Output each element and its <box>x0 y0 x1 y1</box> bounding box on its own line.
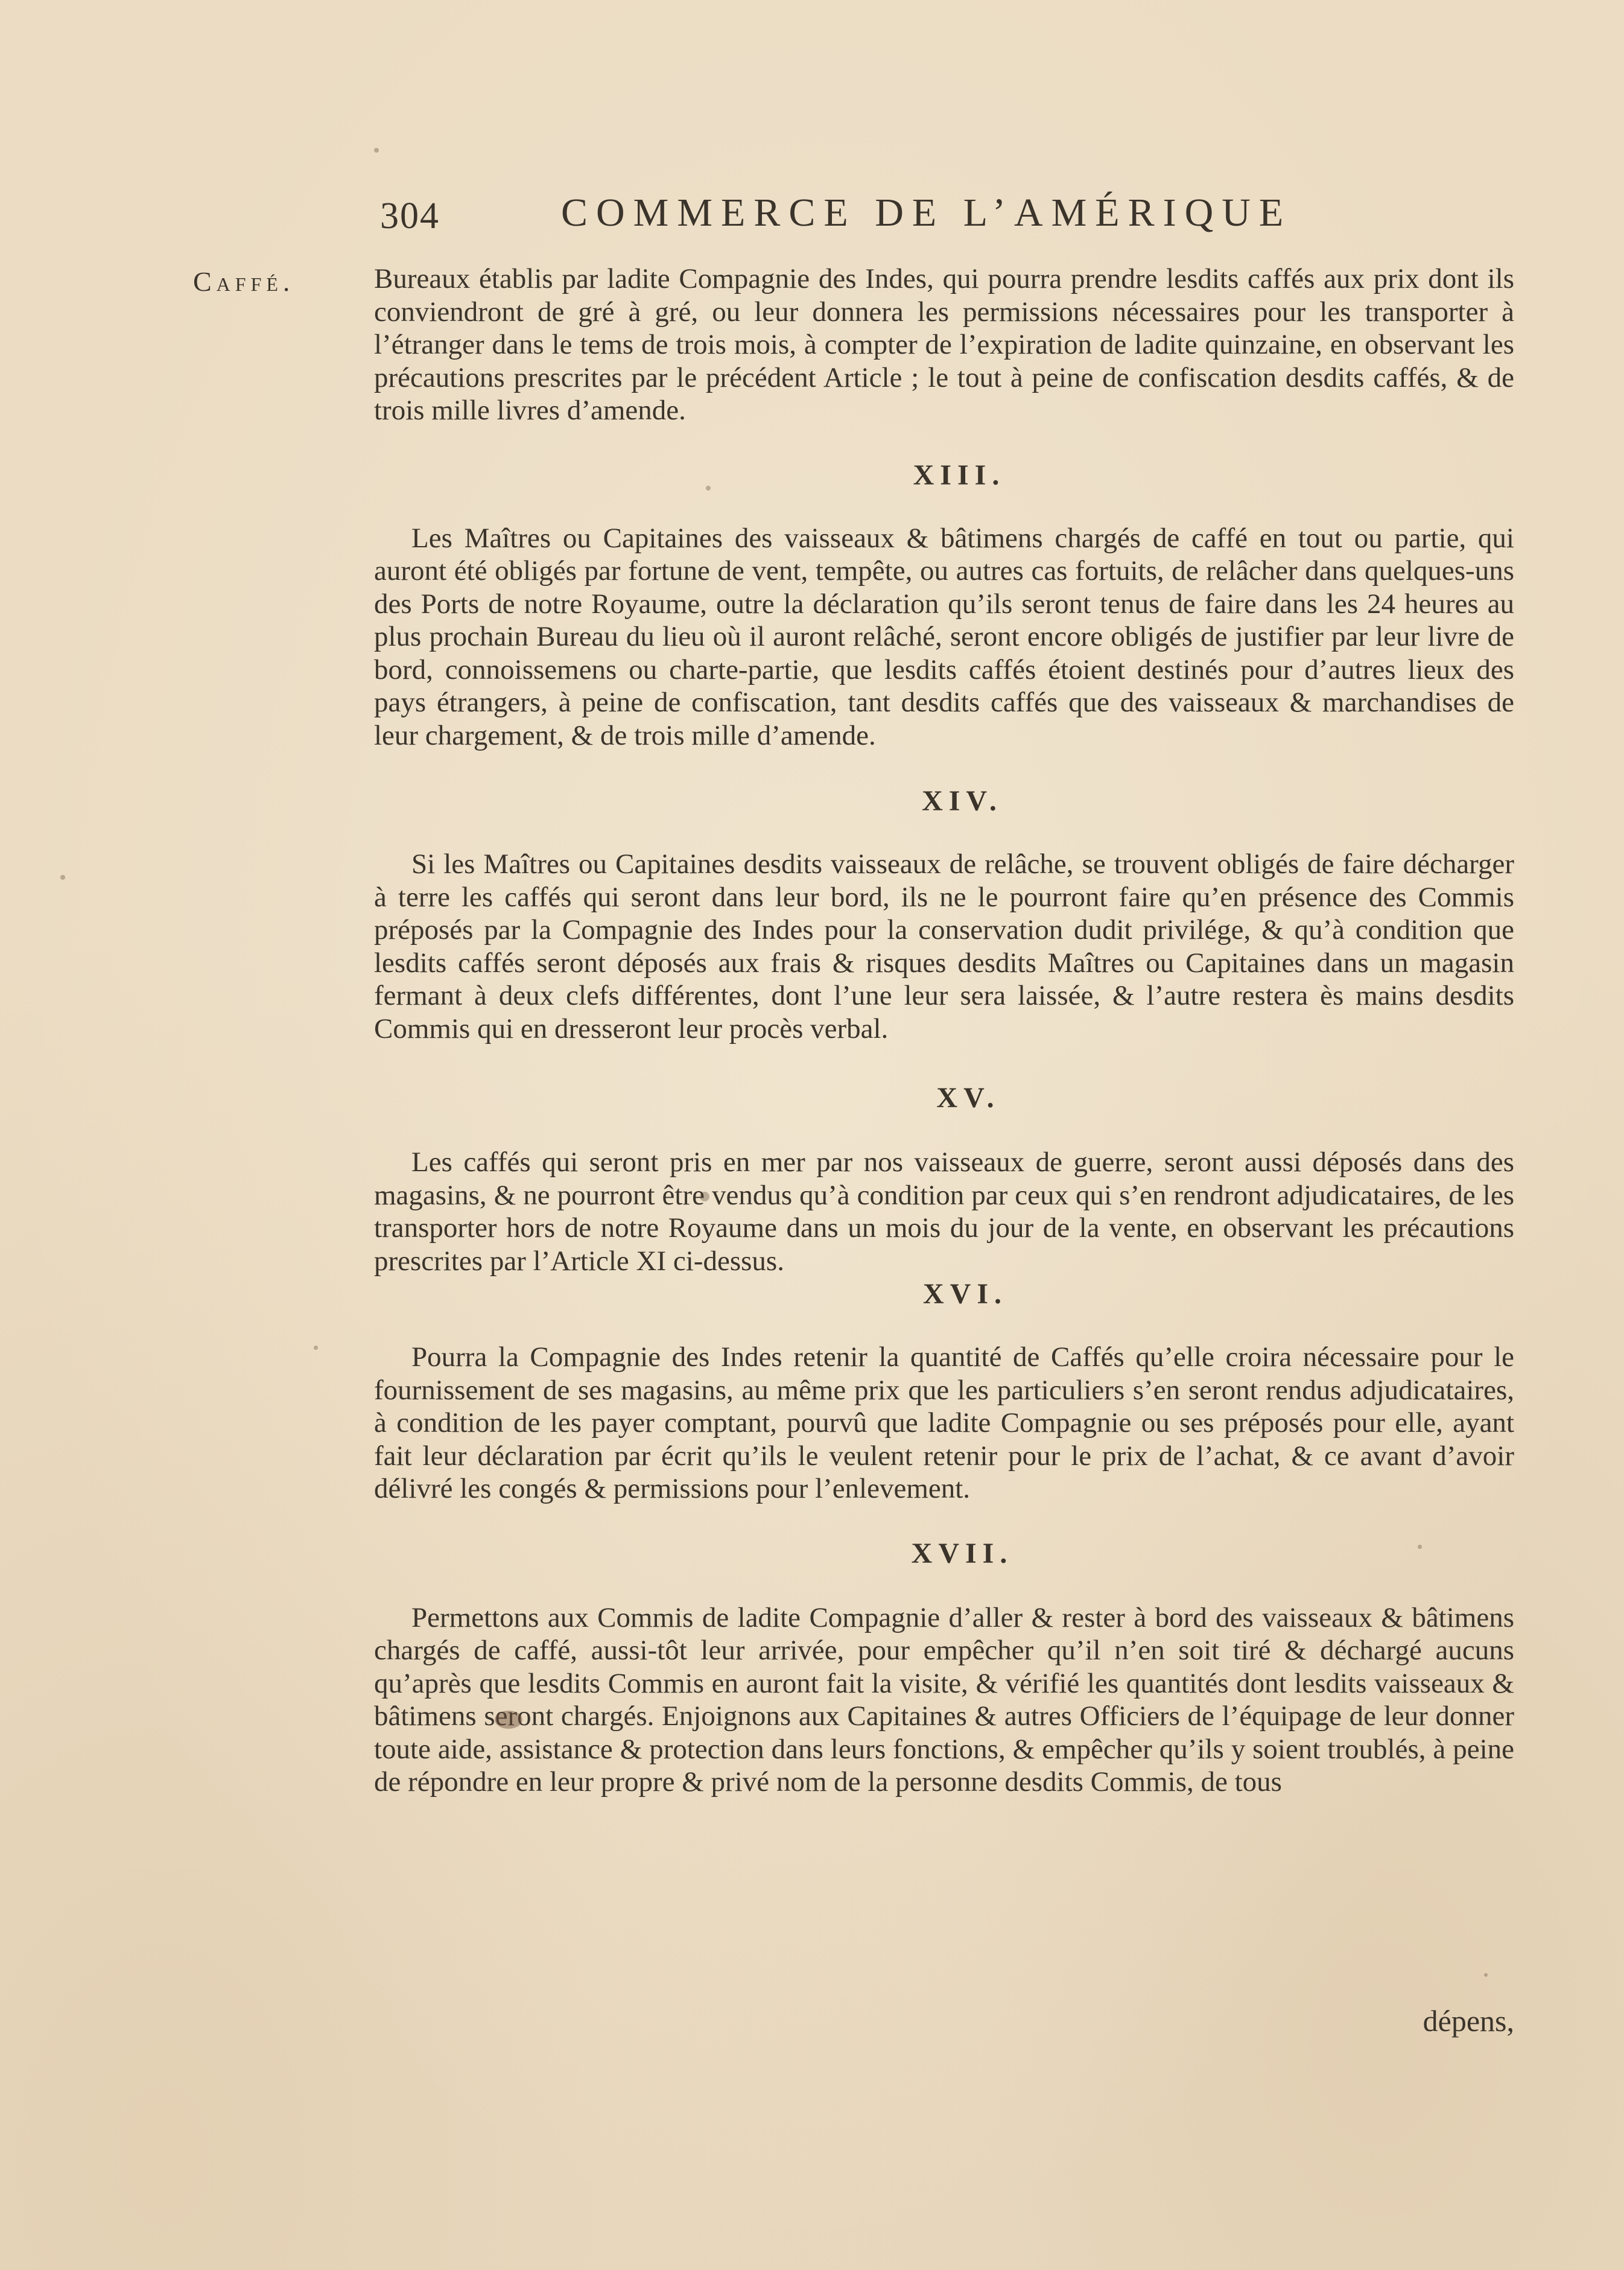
foxing-spot <box>374 148 379 153</box>
foxing-spot <box>700 1192 709 1201</box>
foxing-spot <box>706 486 711 491</box>
continuation-paragraph: Bureaux établis par ladite Compagnie des Indes, qui pourra prendre lesdits caffés aux prix dont ils conviendront de gré à gré, ou leur donnera les permissions nécessaires pour les transporter à l’étranger dans le tems de trois mois, à compter de l’expiration de ladite quinzaine, en observant les précautions prescrites par le précédent Article ; le tout à peine de confiscation desdits caffés, & de trois mille livres d’amende. <box>374 263 1514 426</box>
article-xv-text: Les caffés qui seront pris en mer par nos vaisseaux de guerre, seront aussi déposés dans des magasins, & ne pourront être vendus qu’à condition par ceux qui s’en rendront adjudicataires, de les transporter hors de notre Royaume dans un mois du jour de la vente, en observant les précautions prescrites par l’Article XI ci-dessus. <box>374 1146 1514 1277</box>
article-heading-xvi: XVI. <box>922 1278 1007 1310</box>
running-title: COMMERCE DE L’AMÉRIQUE <box>561 191 1292 235</box>
page-header <box>368 184 1381 250</box>
foxing-spot <box>1418 1545 1422 1549</box>
article-heading-xiv: XIV. <box>922 785 1003 817</box>
catchword: dépens, <box>1423 2004 1514 2038</box>
page-body <box>374 262 1514 1799</box>
article-xvii-text: Permettons aux Commis de ladite Compagnie d’aller & rester à bord des vaisseaux & bâtimens chargés de caffé, aussi-tôt leur arrivée, pour empêcher qu’il n’en soit tiré & déchargé aucuns qu’après que lesdits Commis en auront fait la visite, & vérifié les quantités dont lesdits vaisseaux & bâtimens seront chargés. Enjoignons aux Capitaines & autres Officiers de l’équipage de leur donner toute aide, assistance & protection dans leurs fonctions, & empêcher qu’ils y soient troublés, à peine de répondre en leur propre & privé nom de la personne desdits Commis, de tous <box>374 1601 1514 1798</box>
foxing-spot <box>60 875 65 880</box>
foxing-spot <box>1484 1973 1488 1977</box>
article-xiv-text: Si les Maîtres ou Capitaines desdits vaisseaux de relâche, se trouvent obligés de faire décharger à terre les caffés qui seront dans leur bord, ils ne le pourront faire qu’en présence des Commis préposés par la Compagnie des Indes pour la conservation dudit privilége, & qu’à condition que lesdits caffés seront déposés aux frais & risques desdits Maîtres ou Capitaines dans un magasin fermant à deux clefs différentes, dont l’une leur sera laissée, & l’autre restera ès mains desdits Commis qui en dresseront leur procès verbal. <box>374 848 1514 1044</box>
article-heading-xv: XV. <box>936 1082 1000 1114</box>
article-xiii-text: Les Maîtres ou Capitaines des vaisseaux & bâtimens chargés de caffé en tout ou partie, qui auront été obligés par fortune de vent, tempête, ou autres cas fortuits, de relâcher dans quelques-uns des Ports de notre Royaume, outre la déclaration qu’ils seront tenus de faire dans les 24 heures au plus prochain Bureau du lieu où il auront relâché, seront encore obligés de justifier par leur livre de bord, connoissemens ou charte-partie, que lesdits caffés étoient destinés pour d’autres lieux des pays étrangers, à peine de confiscation, tant desdits caffés que des vaisseaux & marchandises de leur chargement, & de trois mille d’amende. <box>374 522 1514 751</box>
margin-note: Caffé. <box>193 266 295 297</box>
article-heading-xiii: XIII. <box>913 459 1006 491</box>
article-heading-xvii: XVII. <box>911 1537 1013 1569</box>
foxing-spot <box>314 1346 318 1350</box>
page-number: 304 <box>380 196 440 237</box>
foxing-spot <box>495 1711 522 1729</box>
article-xvi-text: Pourra la Compagnie des Indes retenir la quantité de Caffés qu’elle croira nécessaire pour le fournissement de ses magasins, au même prix que les particuliers s’en seront rendus adjudicataires, à condition de les payer comptant, pourvû que ladite Compagnie ou ses préposés pour elle, ayant fait leur déclaration par écrit qu’ils le veulent retenir pour le prix de l’achat, & ce avant d’avoir délivré les congés & permissions pour l’enlevement. <box>374 1341 1514 1504</box>
